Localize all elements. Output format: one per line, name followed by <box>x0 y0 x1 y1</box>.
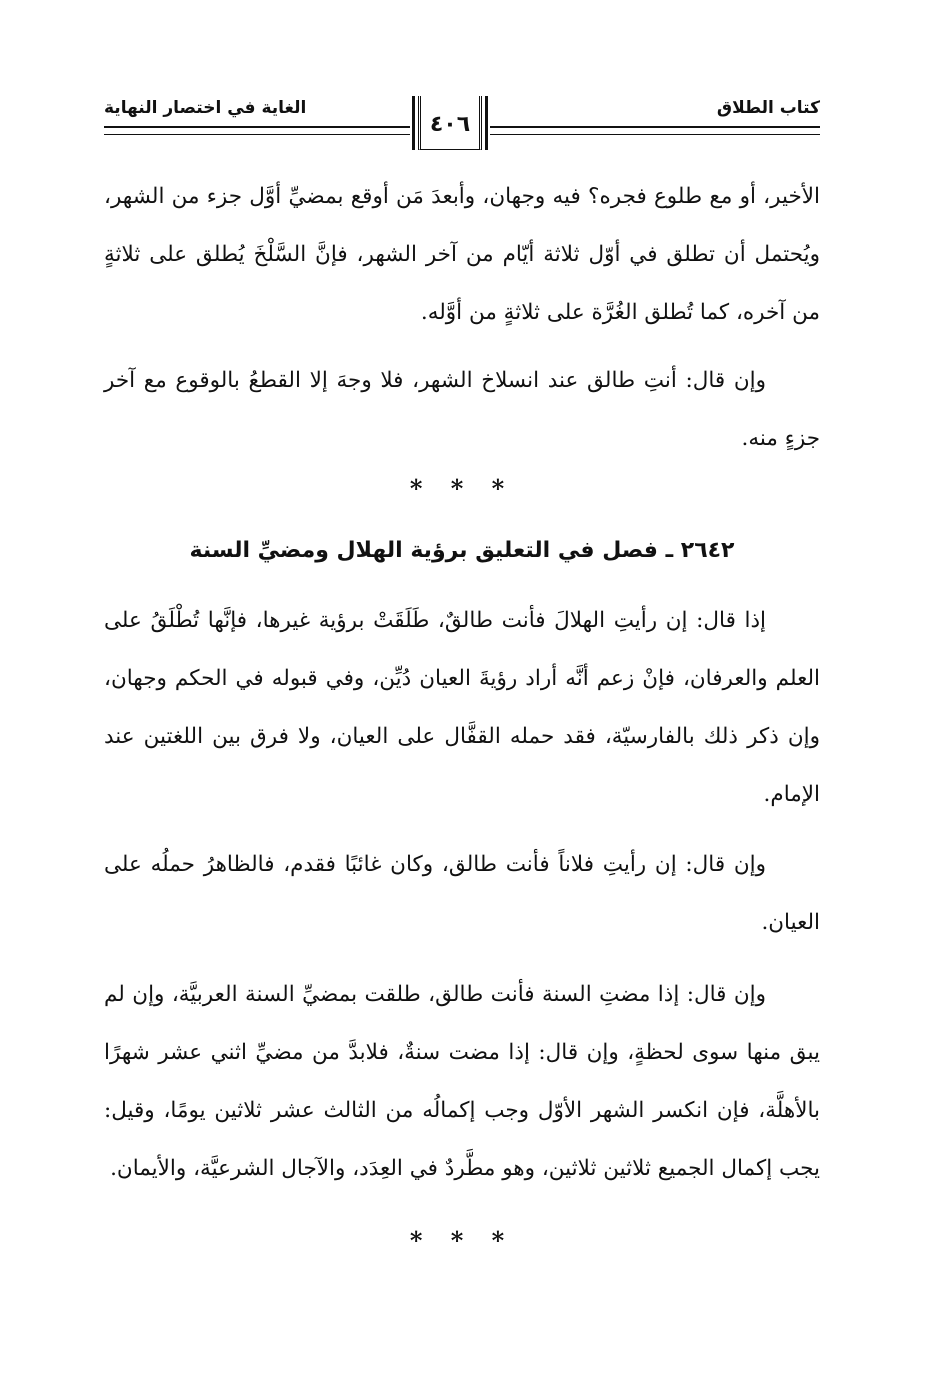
body-block-1 <box>104 168 820 468</box>
paragraph-1: الأخير، أو مع طلوع فجره؟ فيه وجهان، وأبعدَ مَن أوقع بمضيِّ أوَّل جزء من الشهر، ويُحتمل أن تطلق في أوّل ثلاثة أيّام من آخر الشهر، فإنَّ السَّلْخَ يُطلق على ثلاثةٍ من آخره، كما تُطلق الغُرَّة على ثلاثةٍ من أوَّله. <box>104 184 820 325</box>
section-heading: ٢٦٤٢ ـ فصل في التعليق برؤية الهلال ومضيِّ السنة <box>189 538 735 563</box>
paragraph-4: وإن قال: إن رأيتِ فلاناً فأنت طالق، وكان غائبًا فقدم، فالظاهرُ حملُه على العيان. <box>104 852 820 935</box>
paragraph-5: وإن قال: إذا مضتِ السنة فأنت طالق، طلقت بمضيِّ السنة العربيَّة، وإن لم يبق منها سوى لحظةٍ، وإن قال: إذا مضت سنةٌ، فلابدَّ من مضيِّ اثني عشر شهرًا بالأهلَّة، فإن انكسر الشهر الأوّل وجب إكمالُه من الثالث عشر ثلاثين يومًا، وقيل: يجب إكمال الجميع ثلاثين ثلاثين، وهو مطَّردٌ في العِدَد، والآجال الشرعيَّة، والأيمان. <box>104 982 820 1181</box>
separator-stars-2: * * * <box>409 1226 515 1255</box>
paragraph-3: إذا قال: إن رأيتِ الهلالَ فأنت طالقٌ، طَلَقَتْ برؤية غيرها، فإنَّها تُطْلَقُ على العلم والعرفان، فإنْ زعم أنَّه أراد رؤيةَ العيان دُيِّن، وفي قبوله في الحكم وجهان، وإن ذكر ذلك بالفارسيّة، فقد حمله القفَّال على العيان، ولا فرق بين اللغتين عند الإمام. <box>104 608 820 807</box>
page-number-frame <box>410 92 490 150</box>
chapter-title: كتاب الطلاق <box>716 98 820 118</box>
page-header <box>104 92 820 142</box>
page-number: ٤٠٦ <box>429 112 471 137</box>
body-block-2 <box>104 592 820 1198</box>
separator-stars-1: * * * <box>409 474 515 503</box>
paragraph-2: وإن قال: أنتِ طالق عند انسلاخ الشهر، فلا وجهَ إلا القطعُ بالوقوع مع آخر جزءٍ منه. <box>104 368 820 451</box>
book-title: الغاية في اختصار النهاية <box>104 98 307 118</box>
